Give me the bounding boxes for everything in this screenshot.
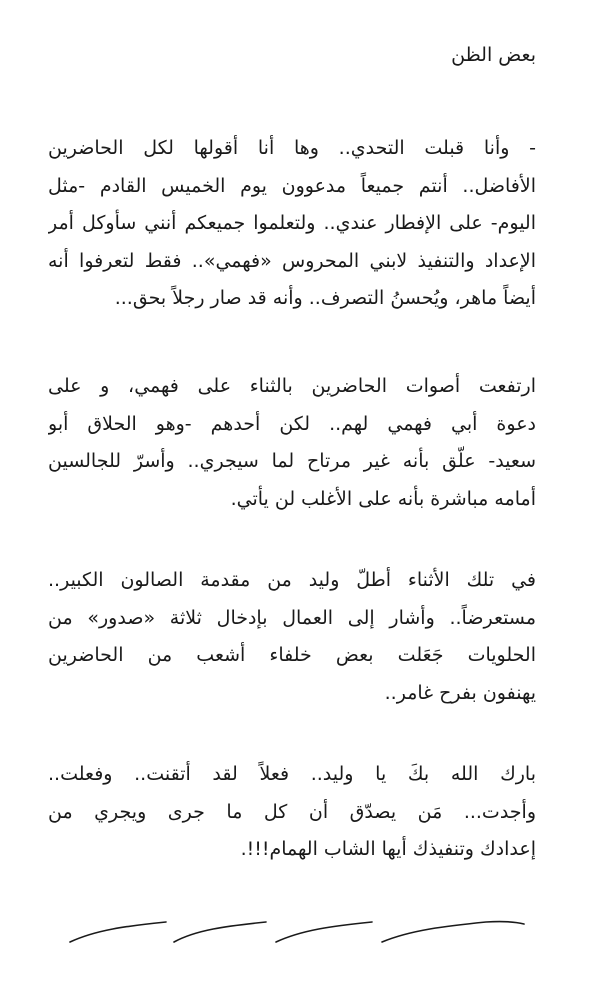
text-line: الحلويات جَعَلت بعض خلفاء أشعب من الحاضرين <box>48 644 536 666</box>
wavy-divider-icon <box>66 912 528 952</box>
text-line: مستعرضاً.. وأشار إلى العمال بإدخال ثلاثة «صدور» من <box>48 606 536 629</box>
text-line: يهنفون بفرح غامر.. <box>384 681 536 704</box>
text-line: - وأنا قبلت التحدي.. وها أنا أقولها لكل الحاضرين <box>48 137 536 159</box>
text-line: اليوم- على الإفطار عندي.. ولتعلموا جميعكم أنني سأوكل أمر <box>48 212 536 234</box>
paragraph-2 <box>48 368 536 518</box>
text-line: ارتفعت أصوات الحاضرين بالثناء على فهمي، و على <box>48 375 536 397</box>
text-line: أمامه مباشرة بأنه على الأغلب لن يأتي. <box>230 487 536 510</box>
text-line: بارك الله بكَ يا وليد.. فعلاً لقد أتقنت.. وفعلت.. <box>48 763 536 785</box>
text-line: سعيد- علّق بأنه غير مرتاح لما سيجري.. وأسرّ للجالسين <box>48 450 536 472</box>
text-line: دعوة أبي فهمي لهم.. لكن أحدهم -وهو الحلاق أبو <box>48 412 536 435</box>
text-line: الإعداد والتنفيذ لابني المحروس «فهمي».. فقط لتعرفوا أنه <box>48 249 536 272</box>
header-title: بعض الظن <box>451 44 536 66</box>
text-line: إعدادك وتنفيذك أيها الشاب الهمام!!!. <box>240 838 536 860</box>
text-line: أيضاً ماهر، ويُحسنُ التصرف.. وأنه قد صار رجلاً بحق... <box>114 287 536 309</box>
page-header <box>451 42 536 68</box>
paragraph-1 <box>48 130 536 318</box>
paragraph-4 <box>48 756 536 869</box>
text-line: في تلك الأثناء أطلّ وليد من مقدمة الصالون الكبير.. <box>48 569 536 591</box>
paragraph-3 <box>48 562 536 712</box>
text-line: وأجدت... مَن يصدّق أن كل ما جرى ويجري من <box>48 800 536 823</box>
text-line: الأفاضل.. أنتم جميعاً مدعوون يوم الخميس القادم -مثل <box>48 174 536 197</box>
